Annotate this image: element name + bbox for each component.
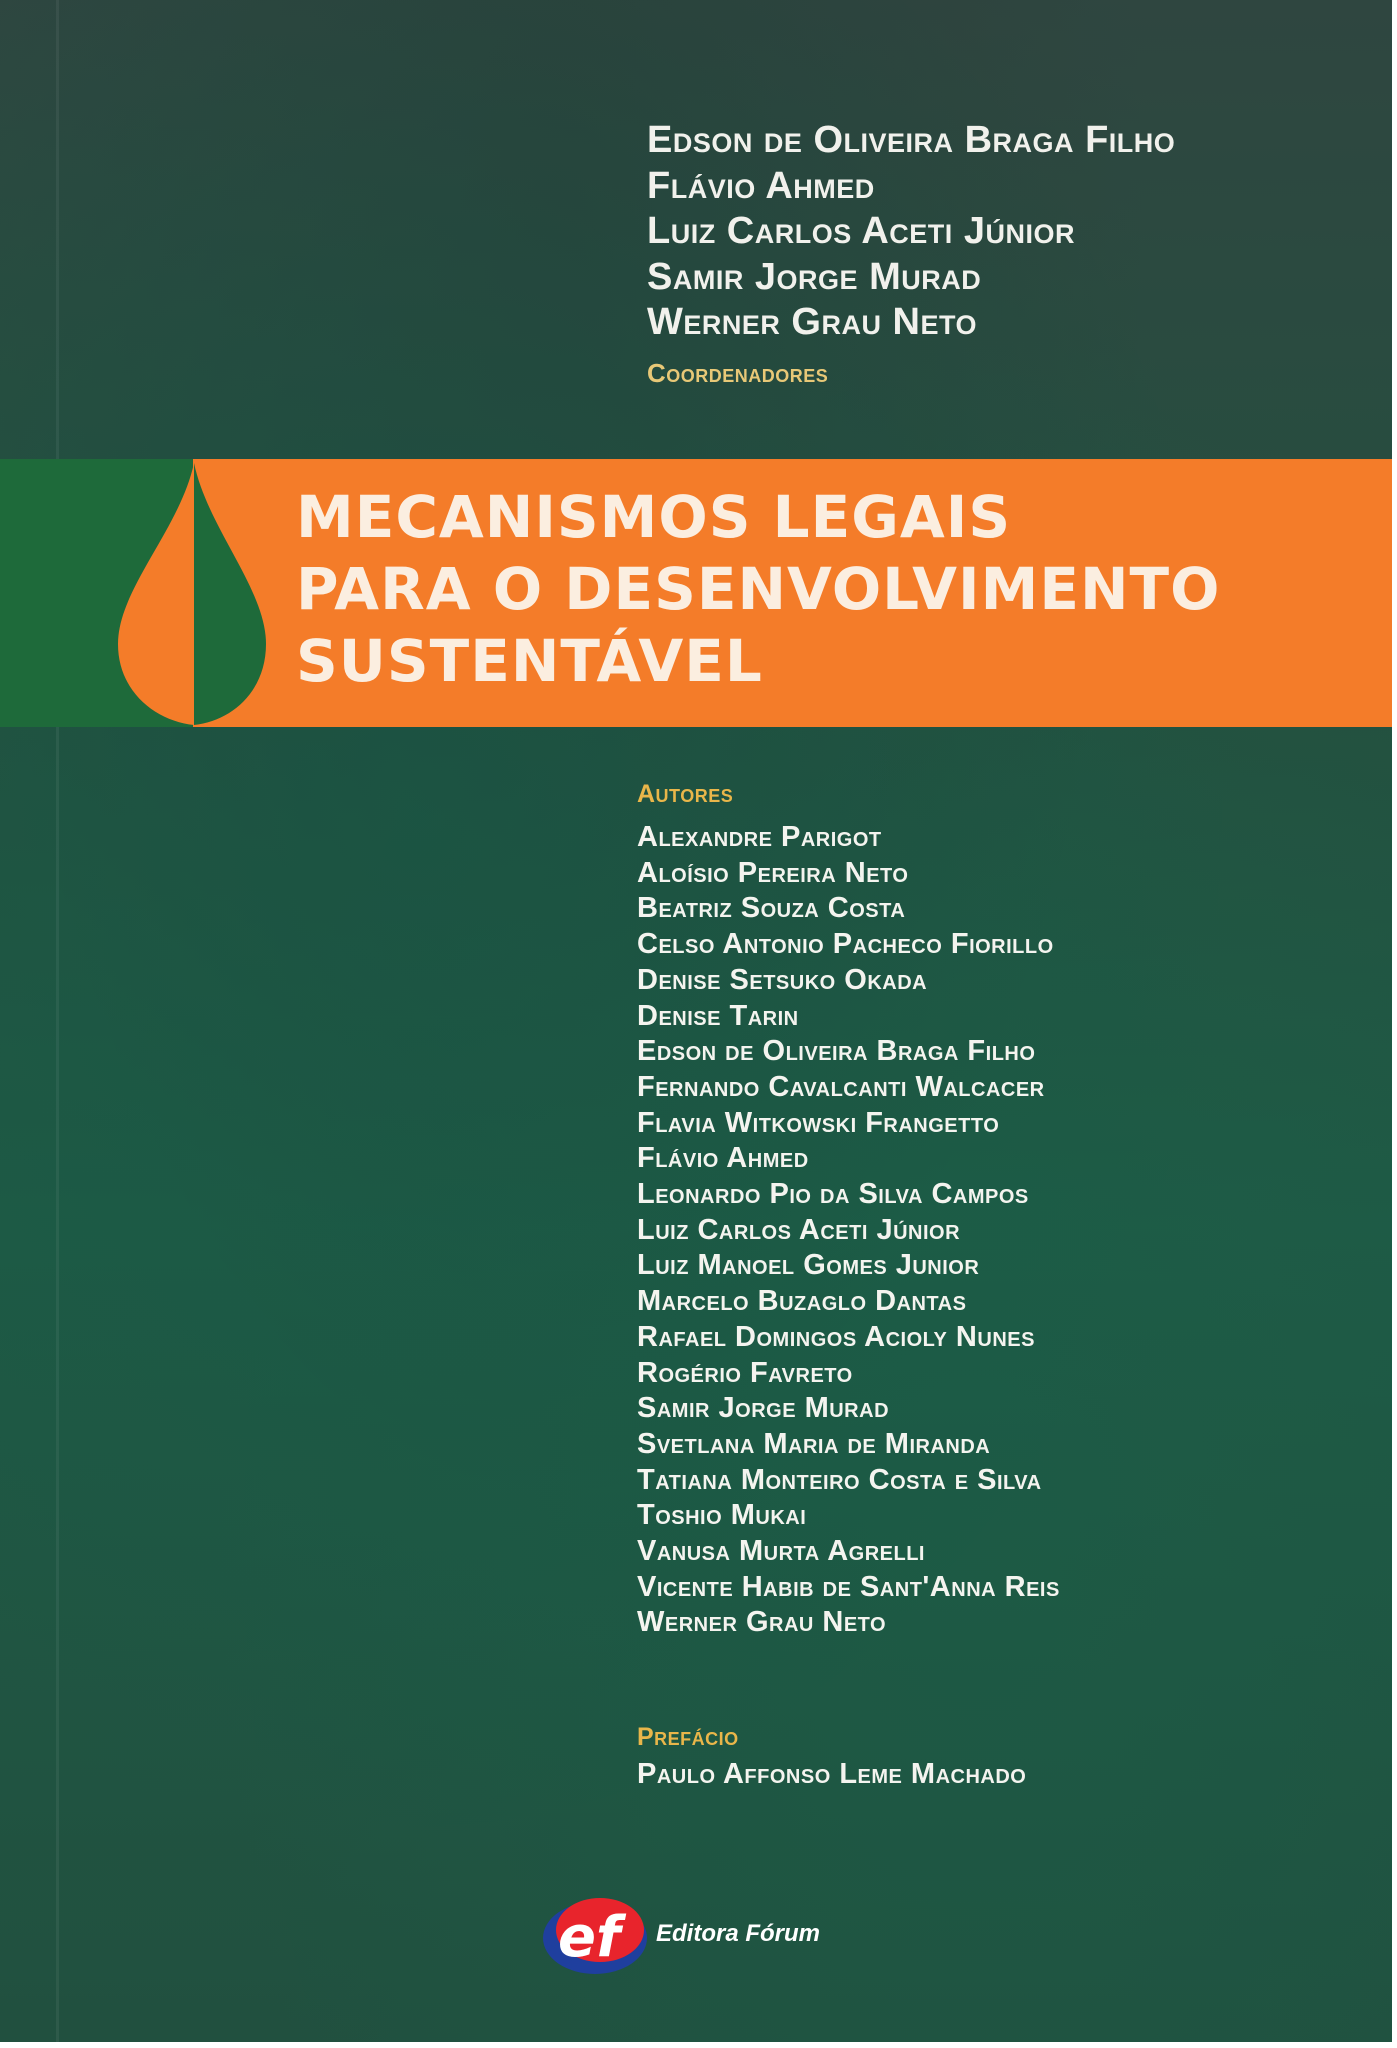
- leaf-drop-icon: [110, 459, 280, 727]
- author-name: Werner Grau Neto: [637, 1606, 887, 1639]
- spine-crease: [56, 0, 59, 2042]
- coordinator-name: Flávio Ahmed: [647, 164, 875, 207]
- author-name: Samir Jorge Murad: [637, 1392, 890, 1425]
- author-name: Rogério Favreto: [637, 1356, 853, 1389]
- author-name: Aloísio Pereira Neto: [637, 856, 909, 889]
- author-name: Vicente Habib de Sant'Anna Reis: [637, 1570, 1060, 1603]
- coordinator-name: Luiz Carlos Aceti Júnior: [647, 210, 1075, 252]
- author-name: Luiz Manoel Gomes Junior: [637, 1249, 980, 1282]
- author-name: Leonardo Pio da Silva Campos: [637, 1178, 1029, 1211]
- coordinators-list: [647, 118, 1175, 346]
- author-name: Marcelo Buzaglo Dantas: [637, 1285, 967, 1318]
- title-line: MECANISMOS LEGAIS: [296, 483, 1012, 551]
- author-name: Celso Antonio Pacheco Fiorillo: [637, 928, 1054, 961]
- author-name: Tatiana Monteiro Costa e Silva: [637, 1463, 1042, 1496]
- editora-forum-logo: [540, 1890, 650, 1978]
- preface-author: Paulo Affonso Leme Machado: [637, 1758, 1027, 1790]
- book-title: [296, 481, 1220, 697]
- author-name: Edson de Oliveira Braga Filho: [637, 1035, 1036, 1068]
- authors-list: [637, 820, 1060, 1641]
- coordinator-name: Werner Grau Neto: [647, 301, 978, 343]
- author-name: Svetlana Maria de Miranda: [637, 1427, 991, 1460]
- title-line: PARA O DESENVOLVIMENTO: [296, 555, 1221, 623]
- author-name: Beatriz Souza Costa: [637, 892, 906, 925]
- title-band: [0, 459, 1392, 727]
- author-name: Toshio Mukai: [637, 1499, 807, 1532]
- title-line: SUSTENTÁVEL: [296, 627, 763, 695]
- publisher: [540, 1890, 820, 1978]
- author-name: Fernando Cavalcanti Walcacer: [637, 1070, 1045, 1103]
- author-name: Flávio Ahmed: [637, 1142, 809, 1175]
- author-name: Alexandre Parigot: [637, 821, 882, 853]
- preface-label: Prefácio: [637, 1723, 739, 1751]
- author-name: Denise Tarin: [637, 999, 799, 1032]
- publisher-name: Editora Fórum: [656, 1920, 821, 1947]
- author-name: Denise Setsuko Okada: [637, 963, 928, 996]
- author-name: Rafael Domingos Acioly Nunes: [637, 1320, 1035, 1353]
- coordinators-label: Coordenadores: [647, 358, 829, 388]
- author-name: Vanusa Murta Agrelli: [637, 1535, 925, 1568]
- logo-letters: ef: [558, 1905, 621, 1970]
- author-name: Flavia Witkowski Frangetto: [637, 1106, 1000, 1139]
- authors-label: Autores: [637, 780, 734, 808]
- author-name: Luiz Carlos Aceti Júnior: [637, 1213, 961, 1246]
- coordinator-name: Edson de Oliveira Braga Filho: [647, 119, 1176, 161]
- coordinator-name: Samir Jorge Murad: [647, 255, 982, 298]
